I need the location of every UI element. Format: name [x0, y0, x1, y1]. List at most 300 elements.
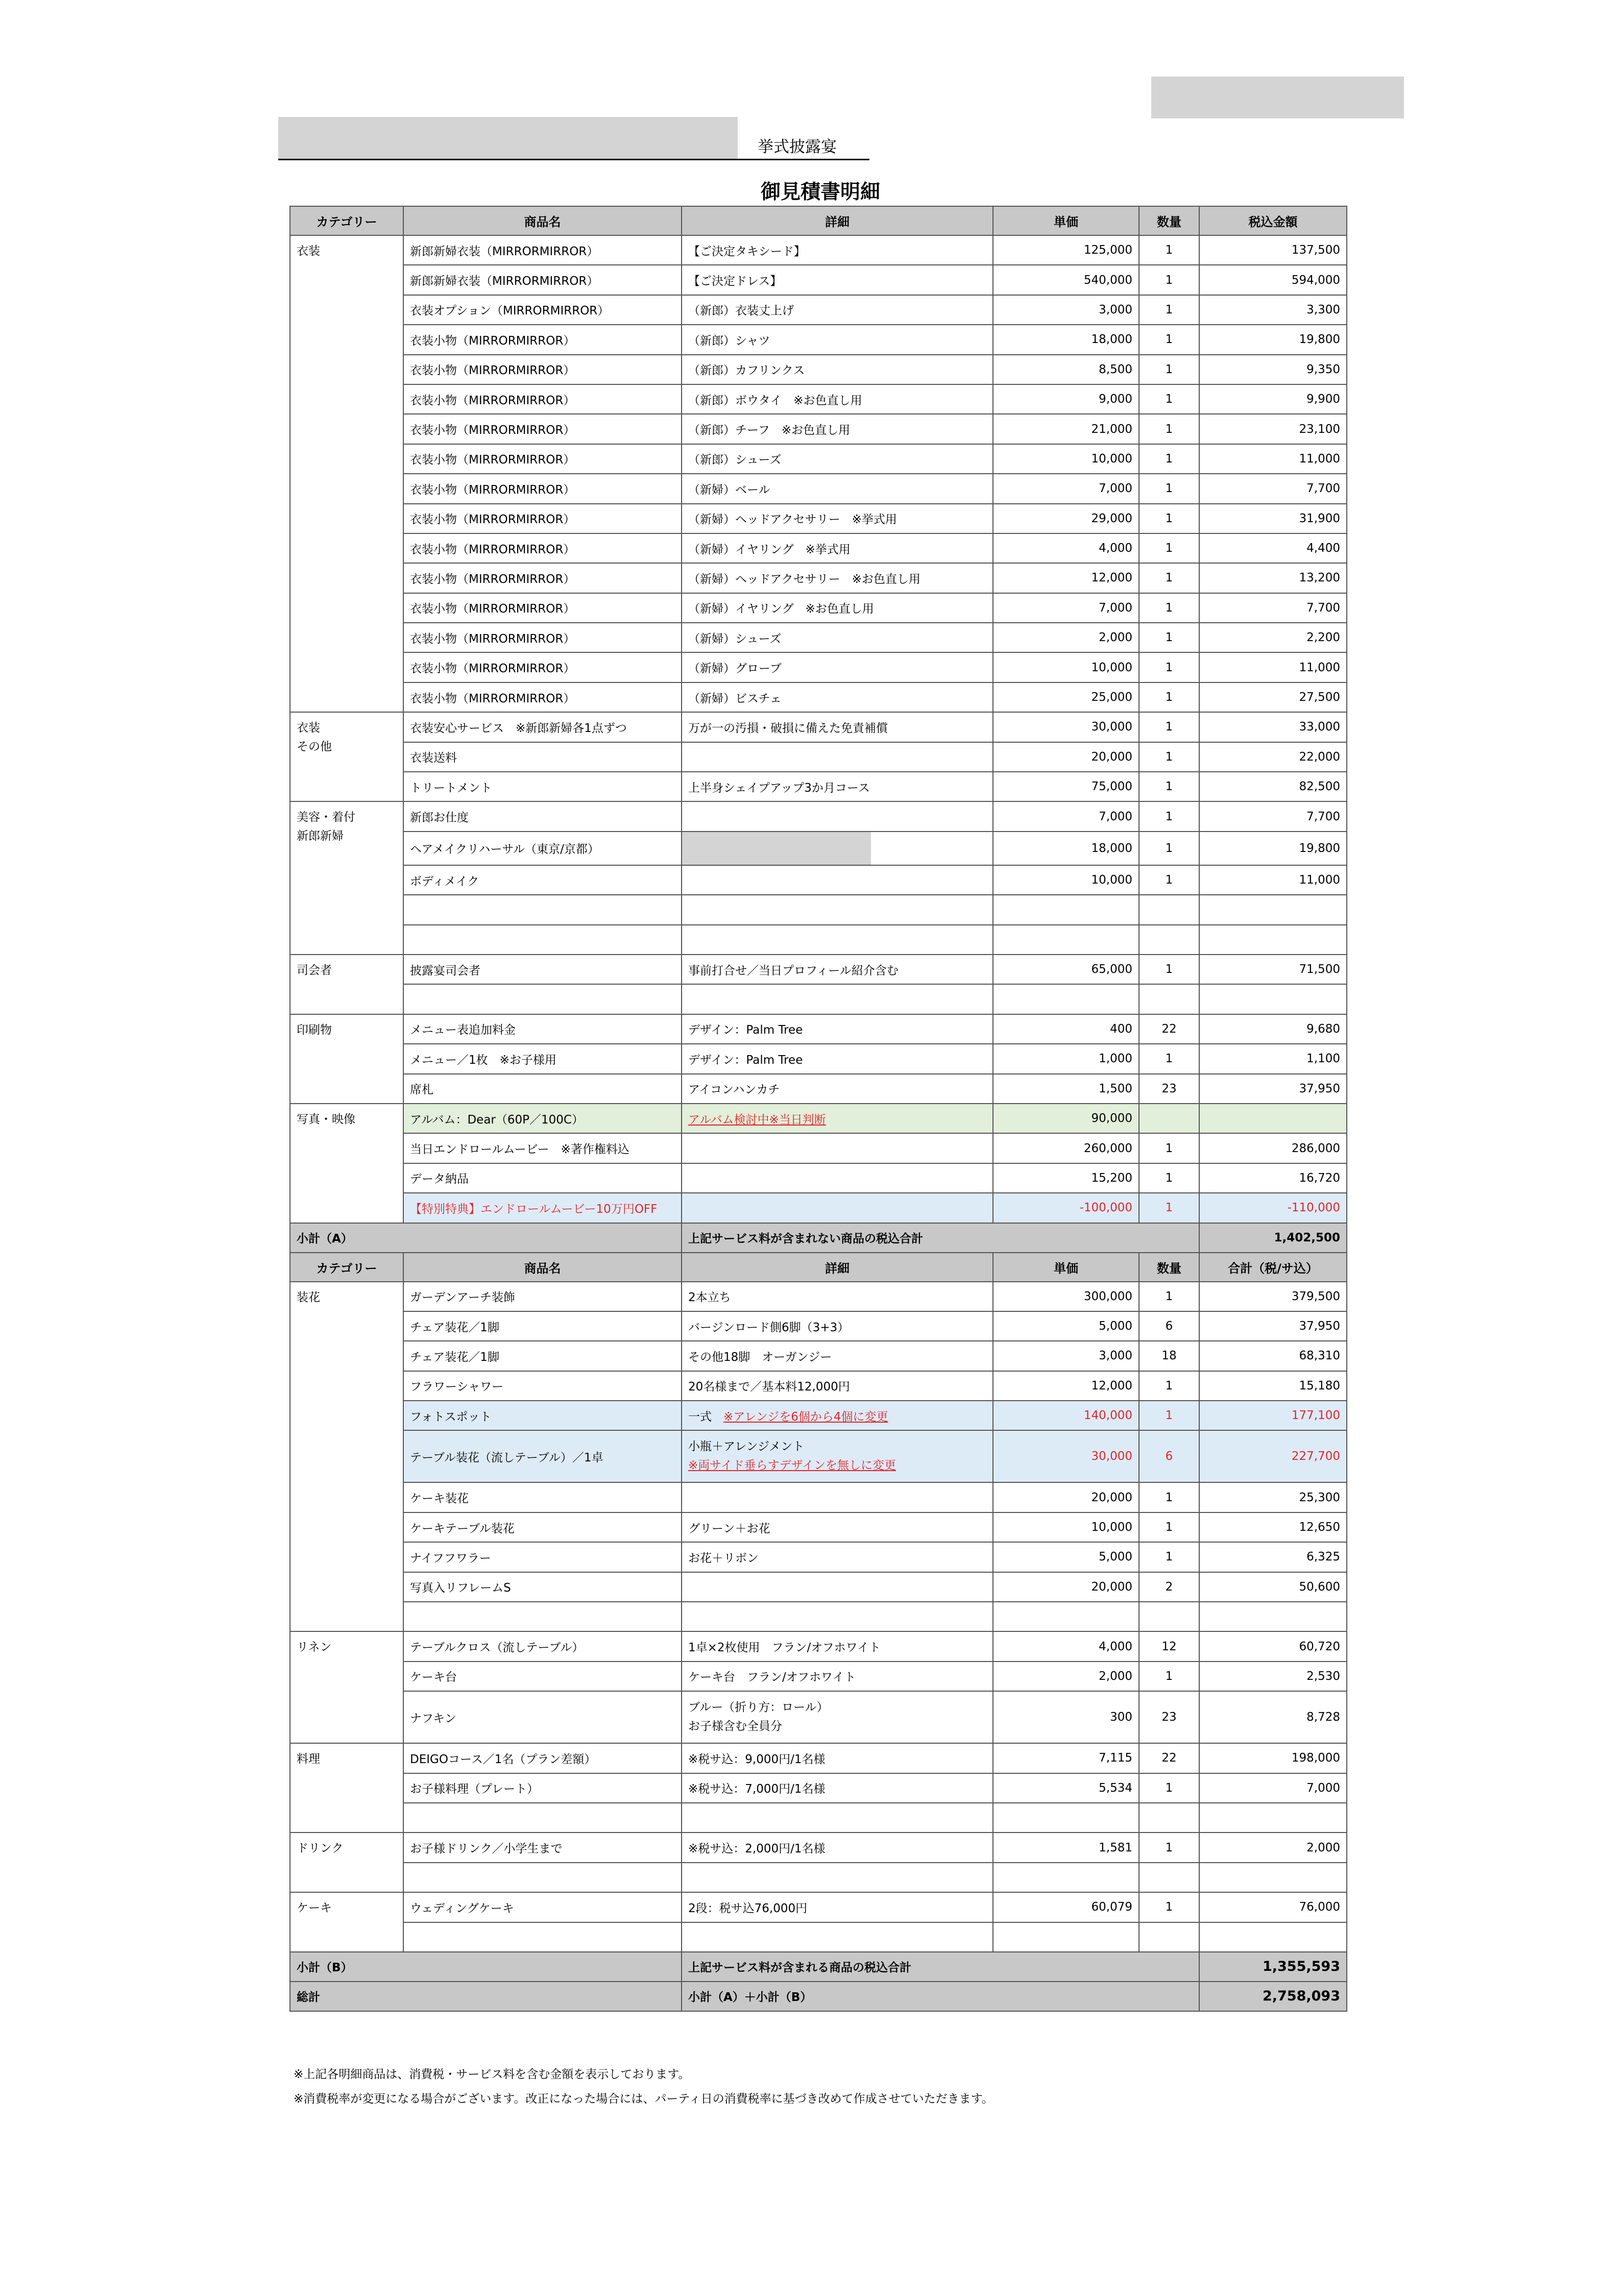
subtotal_b-row — [290, 1952, 1347, 1982]
quantity: 6 — [1139, 1430, 1199, 1482]
amount: 2,200 — [1199, 623, 1347, 652]
detail-text: 【ご決定タキシード】 — [688, 245, 806, 258]
category-label: 司会者 — [297, 963, 332, 977]
detail-text: （新婦）イヤリング ※挙式用 — [688, 543, 851, 556]
item-detail — [682, 1743, 993, 1773]
table-row — [290, 925, 1347, 955]
quantity: 1 — [1139, 865, 1199, 895]
amount: 227,700 — [1199, 1430, 1347, 1482]
quantity — [1139, 1104, 1199, 1133]
subtotal_a-description: 上記サービス料が含まれない商品の税込合計 — [682, 1223, 1199, 1253]
item-detail — [682, 1631, 993, 1661]
quantity: 1 — [1139, 1371, 1199, 1401]
detail-text: （新郎）ボウタイ ※お色直し用 — [688, 394, 862, 407]
category-cell — [290, 1833, 403, 1892]
quantity: 1 — [1139, 1163, 1199, 1193]
detail-text: （新郎）チーフ ※お色直し用 — [688, 424, 851, 437]
item-name: ガーデンアーチ装飾 — [403, 1282, 682, 1311]
table-row — [290, 742, 1347, 772]
amount — [1199, 925, 1347, 955]
item-name: ケーキテーブル装花 — [403, 1512, 682, 1542]
table-row — [290, 1512, 1347, 1542]
table-row — [290, 623, 1347, 652]
quantity: 1 — [1139, 1833, 1199, 1862]
item-name: 衣装小物（MIRRORMIRROR） — [403, 563, 682, 593]
amount: 71,500 — [1199, 955, 1347, 984]
column-header: 合計（税/サ込） — [1199, 1253, 1347, 1282]
item-detail — [682, 1662, 993, 1691]
item-detail — [682, 1133, 993, 1163]
amount: 7,700 — [1199, 474, 1347, 503]
item-detail — [682, 984, 993, 1014]
item-name: 衣装小物（MIRRORMIRROR） — [403, 533, 682, 563]
item-detail — [682, 1803, 993, 1833]
amount: 1,100 — [1199, 1044, 1347, 1073]
table-row — [290, 1341, 1347, 1371]
quantity: 22 — [1139, 1743, 1199, 1773]
quantity: 1 — [1139, 1892, 1199, 1922]
unit-price: 300,000 — [993, 1282, 1139, 1311]
quantity: 23 — [1139, 1074, 1199, 1104]
item-detail — [682, 265, 993, 295]
quantity: 1 — [1139, 742, 1199, 772]
item-name: DEIGOコース／1名（プラン差額） — [403, 1743, 682, 1773]
detail-text: （新郎）シューズ — [688, 453, 782, 467]
category-label: リネン — [297, 1641, 332, 1654]
item-name: 衣装小物（MIRRORMIRROR） — [403, 623, 682, 652]
total-amount: 2,758,093 — [1199, 1982, 1347, 2011]
quantity — [1139, 1803, 1199, 1833]
subtotal_b-description: 上記サービス料が含まれる商品の税込合計 — [682, 1952, 1199, 1982]
column-header: カテゴリー — [290, 206, 403, 235]
table-row — [290, 1691, 1347, 1743]
quantity: 18 — [1139, 1341, 1199, 1371]
quantity: 1 — [1139, 712, 1199, 742]
item-detail — [682, 384, 993, 414]
table-row — [290, 1833, 1347, 1862]
item-name — [403, 984, 682, 1014]
item-name: チェア装花／1脚 — [403, 1341, 682, 1371]
total-description: 小計（A）＋小計（B） — [682, 1982, 1199, 2011]
unit-price — [993, 1602, 1139, 1631]
table-row — [290, 444, 1347, 474]
unit-price: 18,000 — [993, 325, 1139, 354]
unit-price: 7,000 — [993, 801, 1139, 831]
item-name: 新郎新婦衣装（MIRRORMIRROR） — [403, 235, 682, 265]
item-detail — [682, 1482, 993, 1512]
table-row — [290, 1863, 1347, 1892]
item-detail — [682, 563, 993, 593]
unit-price: 3,000 — [993, 1341, 1139, 1371]
total-label: 総計 — [290, 1982, 682, 2011]
quantity: 1 — [1139, 1773, 1199, 1803]
subtotal_a-row — [290, 1223, 1347, 1253]
table-row — [290, 1662, 1347, 1691]
item-name: 衣装小物（MIRRORMIRROR） — [403, 384, 682, 414]
item-detail — [682, 235, 993, 265]
detail-text: 事前打合せ／当日プロフィール紹介含む — [688, 964, 899, 978]
item-detail — [682, 1833, 993, 1862]
item-name: ボディメイク — [403, 865, 682, 895]
item-detail — [682, 1602, 993, 1631]
table-row — [290, 295, 1347, 325]
amount: 2,000 — [1199, 1833, 1347, 1862]
quantity: 1 — [1139, 533, 1199, 563]
item-name: ヘアメイクリハーサル（東京/京都） — [403, 832, 682, 865]
item-detail — [682, 1572, 993, 1602]
item-name — [403, 925, 682, 955]
quantity — [1139, 925, 1199, 955]
column-header: 商品名 — [403, 1253, 682, 1282]
item-detail — [682, 652, 993, 682]
detail-text: 一式 — [688, 1410, 723, 1424]
quantity — [1139, 984, 1199, 1014]
item-name: テーブルクロス（流しテーブル） — [403, 1631, 682, 1661]
column-header: 数量 — [1139, 1253, 1199, 1282]
quantity: 1 — [1139, 504, 1199, 533]
detail-note: ※両サイド垂らすデザインを無しに変更 — [688, 1459, 896, 1473]
unit-price: 20,000 — [993, 1572, 1139, 1602]
amount: 11,000 — [1199, 652, 1347, 682]
item-name: データ納品 — [403, 1163, 682, 1193]
unit-price: 1,581 — [993, 1833, 1139, 1862]
quantity: 1 — [1139, 832, 1199, 865]
table-row — [290, 1803, 1347, 1833]
unit-price: 60,079 — [993, 1892, 1139, 1922]
redacted-detail — [682, 832, 871, 865]
item-name — [403, 1863, 682, 1892]
detail-text: アルバム検討中※当日判断 — [688, 1113, 826, 1127]
category-label: 料理 — [297, 1752, 320, 1766]
amount: 6,325 — [1199, 1542, 1347, 1572]
amount: 23,100 — [1199, 414, 1347, 444]
amount — [1199, 1104, 1347, 1133]
unit-price: 5,534 — [993, 1773, 1139, 1803]
unit-price: 65,000 — [993, 955, 1139, 984]
item-name — [403, 1922, 682, 1952]
detail-text: （新婦）ビスチェ — [688, 692, 782, 705]
amount: 9,350 — [1199, 355, 1347, 384]
quantity: 1 — [1139, 1133, 1199, 1163]
unit-price: 540,000 — [993, 265, 1139, 295]
item-detail — [682, 801, 993, 831]
detail-text: ※税サ込：9,000円/1名様 — [688, 1752, 826, 1766]
item-name: ケーキ装花 — [403, 1482, 682, 1512]
unit-price: 125,000 — [993, 235, 1139, 265]
table-row — [290, 325, 1347, 354]
detail-text: 2段：税サ込76,000円 — [688, 1901, 808, 1915]
table-row — [290, 895, 1347, 924]
unit-price: 2,000 — [993, 623, 1139, 652]
quantity: 1 — [1139, 474, 1199, 503]
unit-price: 20,000 — [993, 1482, 1139, 1512]
table-row — [290, 984, 1347, 1014]
unit-price: 3,000 — [993, 295, 1139, 325]
amount: 16,720 — [1199, 1163, 1347, 1193]
item-detail — [682, 1371, 993, 1401]
column-header: 詳細 — [682, 206, 993, 235]
quantity: 1 — [1139, 444, 1199, 474]
amount: 137,500 — [1199, 235, 1347, 265]
unit-price: 5,000 — [993, 1542, 1139, 1572]
amount: 33,000 — [1199, 712, 1347, 742]
unit-price: 4,000 — [993, 533, 1139, 563]
amount: 15,180 — [1199, 1371, 1347, 1401]
amount — [1199, 895, 1347, 924]
item-detail — [682, 1282, 993, 1311]
unit-price: 140,000 — [993, 1401, 1139, 1430]
category-cell — [290, 1631, 403, 1743]
item-detail — [682, 712, 993, 742]
quantity: 1 — [1139, 772, 1199, 801]
category-label: 装花 — [297, 1290, 320, 1304]
detail-text: 2本立ち — [688, 1291, 731, 1305]
category-label: 衣装 — [297, 721, 320, 735]
item-detail — [682, 1892, 993, 1922]
unit-price: 7,000 — [993, 474, 1139, 503]
item-name: 衣装小物（MIRRORMIRROR） — [403, 504, 682, 533]
amount: 31,900 — [1199, 504, 1347, 533]
amount: 7,700 — [1199, 593, 1347, 623]
unit-price: 8,500 — [993, 355, 1139, 384]
unit-price: 260,000 — [993, 1133, 1139, 1163]
item-detail — [682, 1074, 993, 1104]
unit-price: 10,000 — [993, 652, 1139, 682]
amount: 7,000 — [1199, 1773, 1347, 1803]
item-name: 当日エンドロールムービー ※著作権料込 — [403, 1133, 682, 1163]
detail-text: （新婦）ベール — [688, 483, 770, 497]
unit-price: 18,000 — [993, 832, 1139, 865]
detail-text: デザイン：Palm Tree — [688, 1023, 803, 1037]
table-row — [290, 235, 1347, 265]
item-detail — [682, 1922, 993, 1952]
item-detail — [682, 444, 993, 474]
detail-text: ケーキ台 フラン/オフホワイト — [688, 1671, 856, 1684]
item-detail — [682, 1512, 993, 1542]
unit-price — [993, 1863, 1139, 1892]
category-cell — [290, 801, 403, 955]
category-cell — [290, 955, 403, 1014]
quantity: 6 — [1139, 1311, 1199, 1341]
amount: -110,000 — [1199, 1193, 1347, 1223]
unit-price: 25,000 — [993, 682, 1139, 712]
table-row — [290, 1482, 1347, 1512]
category-cell — [290, 1892, 403, 1952]
item-name: 衣装小物（MIRRORMIRROR） — [403, 474, 682, 503]
subtotal_b-amount: 1,355,593 — [1199, 1952, 1347, 1982]
amount: 198,000 — [1199, 1743, 1347, 1773]
item-name: 新郎新婦衣装（MIRRORMIRROR） — [403, 265, 682, 295]
column-header: 単価 — [993, 206, 1139, 235]
table-row — [290, 1430, 1347, 1482]
quantity: 1 — [1139, 593, 1199, 623]
category-label: 美容・着付 — [297, 811, 355, 824]
detail-text: お花＋リボン — [688, 1551, 759, 1565]
item-detail — [682, 682, 993, 712]
unit-price: -100,000 — [993, 1193, 1139, 1223]
detail-text: （新婦）イヤリング ※お色直し用 — [688, 602, 874, 616]
detail-text: 20名様まで／基本料12,000円 — [688, 1380, 850, 1394]
amount: 11,000 — [1199, 444, 1347, 474]
detail-text: 1卓×2枚使用 フラン/オフホワイト — [688, 1641, 881, 1655]
table-row — [290, 474, 1347, 503]
amount: 379,500 — [1199, 1282, 1347, 1311]
column-header: 単価 — [993, 1253, 1139, 1282]
event-label: 挙式披露宴 — [758, 138, 837, 156]
item-detail — [682, 925, 993, 955]
item-name: メニュー表追加料金 — [403, 1014, 682, 1044]
table-row — [290, 1892, 1347, 1922]
quantity — [1139, 1922, 1199, 1952]
table-row — [290, 563, 1347, 593]
detail-text: （新郎）衣装丈上げ — [688, 304, 794, 318]
unit-price — [993, 925, 1139, 955]
amount: 27,500 — [1199, 682, 1347, 712]
detail-text: （新郎）カフリンクス — [688, 364, 805, 378]
quantity: 1 — [1139, 1401, 1199, 1430]
item-name: 衣装小物（MIRRORMIRROR） — [403, 593, 682, 623]
category-label: 印刷物 — [297, 1023, 332, 1037]
name-underline — [278, 159, 869, 160]
item-detail — [682, 1044, 993, 1073]
table-row — [290, 1922, 1347, 1952]
item-detail — [682, 325, 993, 354]
item-detail — [682, 1401, 993, 1430]
table-row — [290, 1163, 1347, 1193]
amount: 68,310 — [1199, 1341, 1347, 1371]
amount — [1199, 1602, 1347, 1631]
item-name — [403, 895, 682, 924]
detail-text: 上半身シェイプアップ3か月コース — [688, 781, 870, 795]
amount: 11,000 — [1199, 865, 1347, 895]
amount: 3,300 — [1199, 295, 1347, 325]
detail-text: その他18脚 オーガンジー — [688, 1350, 832, 1364]
table-row — [290, 1074, 1347, 1104]
item-detail — [682, 1863, 993, 1892]
item-detail — [682, 1691, 993, 1743]
redacted-customer-name — [278, 117, 738, 159]
item-name: フォトスポット — [403, 1401, 682, 1430]
item-detail — [682, 865, 993, 895]
unit-price: 15,200 — [993, 1163, 1139, 1193]
category-cell — [290, 1104, 403, 1223]
item-name: ウェディングケーキ — [403, 1892, 682, 1922]
column-header: 詳細 — [682, 1253, 993, 1282]
unit-price: 5,000 — [993, 1311, 1139, 1341]
detail-text: ※税サ込：7,000円/1名様 — [688, 1782, 826, 1796]
category-cell — [290, 1014, 403, 1104]
unit-price: 29,000 — [993, 504, 1139, 533]
quantity: 1 — [1139, 1662, 1199, 1691]
table-row — [290, 652, 1347, 682]
amount: 9,900 — [1199, 384, 1347, 414]
quantity — [1139, 895, 1199, 924]
quantity: 1 — [1139, 1193, 1199, 1223]
unit-price: 1,500 — [993, 1074, 1139, 1104]
subtotal_b-label: 小計（B） — [290, 1952, 682, 1982]
amount: 82,500 — [1199, 772, 1347, 801]
detail-text: 万が一の汚損・破損に備えた免責補償 — [688, 721, 888, 735]
table-row — [290, 1631, 1347, 1661]
quantity — [1139, 1602, 1199, 1631]
category-label: ケーキ — [297, 1901, 332, 1915]
item-detail — [682, 1014, 993, 1044]
table-header-row — [290, 206, 1347, 235]
table-row — [290, 384, 1347, 414]
table-row — [290, 712, 1347, 742]
item-detail — [682, 593, 993, 623]
amount: 19,800 — [1199, 325, 1347, 354]
unit-price — [993, 1803, 1139, 1833]
table-row — [290, 1311, 1347, 1341]
quantity: 1 — [1139, 325, 1199, 354]
amount: 12,650 — [1199, 1512, 1347, 1542]
quantity: 1 — [1139, 1512, 1199, 1542]
table-row — [290, 801, 1347, 831]
column-header: カテゴリー — [290, 1253, 403, 1282]
table-row — [290, 1193, 1347, 1223]
quantity: 1 — [1139, 1044, 1199, 1073]
item-name: フラワーシャワー — [403, 1371, 682, 1401]
item-name: ケーキ台 — [403, 1662, 682, 1691]
item-name: テーブル装花（流しテーブル）／1卓 — [403, 1430, 682, 1482]
amount: 8,728 — [1199, 1691, 1347, 1743]
amount: 22,000 — [1199, 742, 1347, 772]
item-name: 衣装安心サービス ※新郎新婦各1点ずつ — [403, 712, 682, 742]
item-detail — [682, 414, 993, 444]
item-detail — [682, 295, 993, 325]
item-name: 衣装小物（MIRRORMIRROR） — [403, 682, 682, 712]
table-row — [290, 1401, 1347, 1430]
detail-text: アイコンハンカチ — [688, 1083, 780, 1097]
amount: 37,950 — [1199, 1311, 1347, 1341]
quantity: 1 — [1139, 1482, 1199, 1512]
unit-price: 400 — [993, 1014, 1139, 1044]
item-detail — [682, 1311, 993, 1341]
item-name: 衣装オプション（MIRRORMIRROR） — [403, 295, 682, 325]
quantity — [1139, 1863, 1199, 1892]
amount: 2,530 — [1199, 1662, 1347, 1691]
quantity: 1 — [1139, 1542, 1199, 1572]
table-row — [290, 1014, 1347, 1044]
table-row — [290, 1743, 1347, 1773]
category-label: 新郎新婦 — [297, 829, 344, 843]
item-name: 席札 — [403, 1074, 682, 1104]
unit-price: 10,000 — [993, 1512, 1139, 1542]
quantity: 1 — [1139, 1282, 1199, 1311]
amount: 25,300 — [1199, 1482, 1347, 1512]
item-name: 衣装小物（MIRRORMIRROR） — [403, 355, 682, 384]
item-detail — [682, 504, 993, 533]
footnote: ※消費税率が変更になる場合がございます。改正になった場合には、パーティ日の消費税率に基づき改めて作成させていただきます。 — [294, 2092, 993, 2106]
quantity: 1 — [1139, 355, 1199, 384]
amount: 60,720 — [1199, 1631, 1347, 1661]
category-cell — [290, 235, 403, 712]
table-row — [290, 1542, 1347, 1572]
item-detail — [682, 742, 993, 772]
table-row — [290, 832, 1347, 865]
amount: 7,700 — [1199, 801, 1347, 831]
item-detail — [682, 1542, 993, 1572]
item-name: お子様ドリンク／小学生まで — [403, 1833, 682, 1862]
quantity: 2 — [1139, 1572, 1199, 1602]
item-name: ナイフフワラー — [403, 1542, 682, 1572]
amount: 177,100 — [1199, 1401, 1347, 1430]
footnotes — [294, 2062, 993, 2111]
table-row — [290, 772, 1347, 801]
estimate-table — [289, 206, 1347, 2012]
unit-price: 300 — [993, 1691, 1139, 1743]
